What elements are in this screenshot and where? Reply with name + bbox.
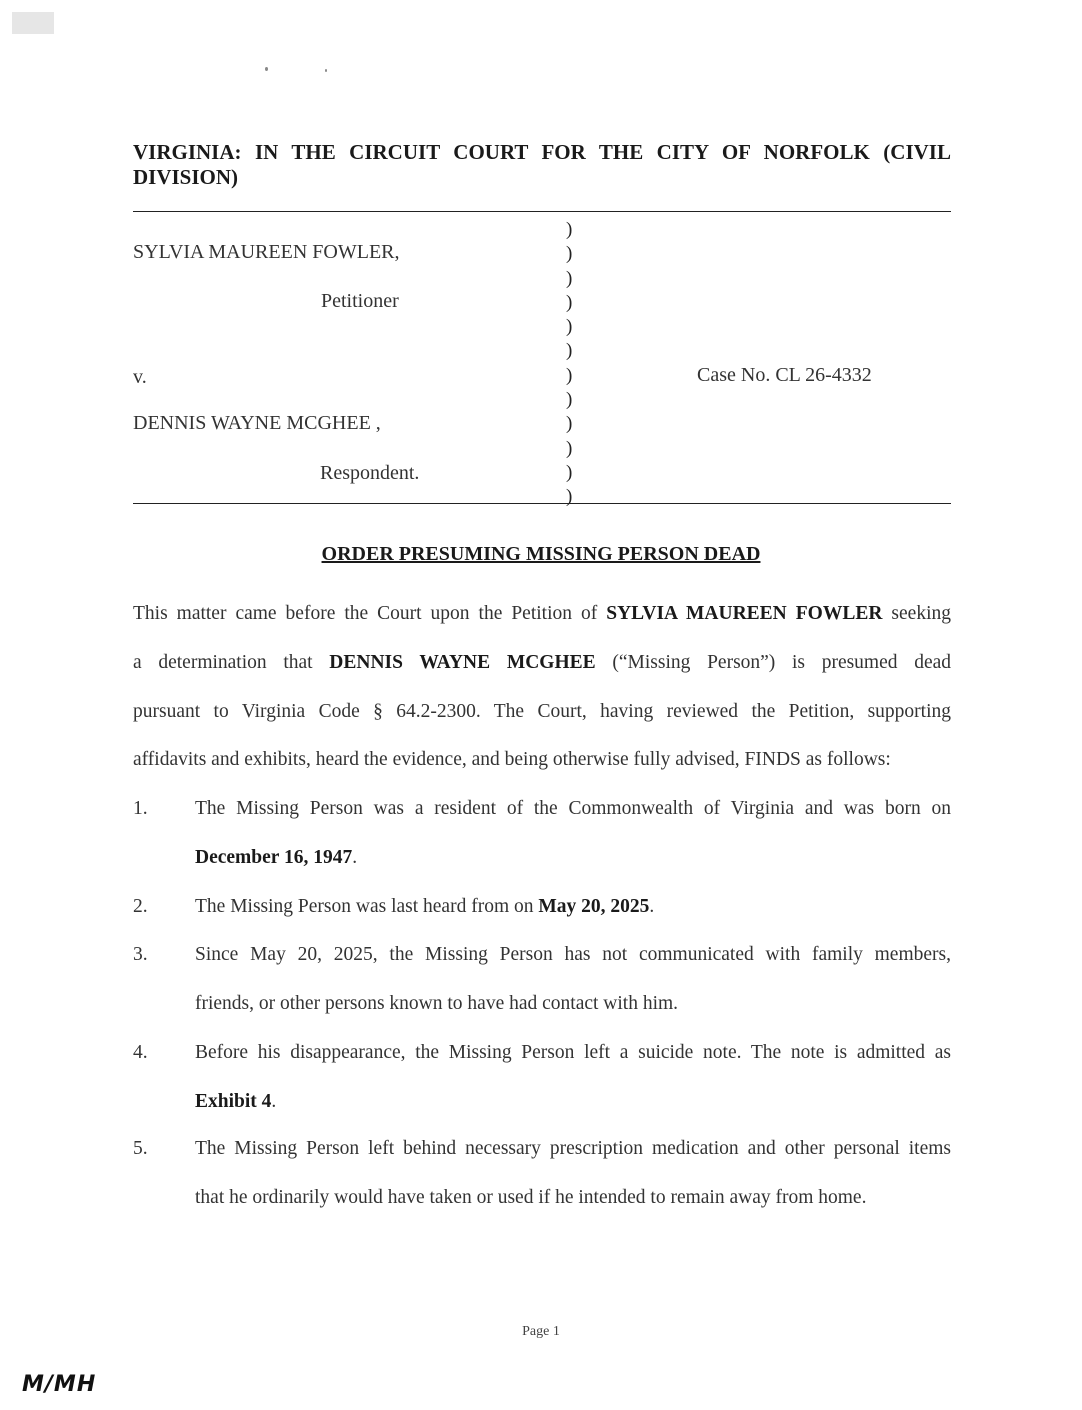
caption-parentheses: ) ) ) ) ) ) ) ) ) ) ) ) [566,219,573,508]
petitioner-name: SYLVIA MAUREEN FOWLER, [133,241,400,263]
intro-line-2: a determination that DENNIS WAYNE MCGHEE (“Missing Person”) is presumed dead [133,652,952,673]
respondent-role: Respondent. [320,462,420,484]
scan-speck [325,69,327,72]
finding-number: 3. [133,944,148,965]
handwritten-initials: M/MH [22,1372,97,1397]
intro-line-4: affidavits and exhibits, heard the evidence, and being otherwise fully advised, FINDS as follows: [133,749,891,770]
scan-speck [265,67,268,71]
versus-label: v. [133,366,147,388]
respondent-name: DENNIS WAYNE MCGHEE , [133,412,381,434]
finding-number: 4. [133,1042,148,1063]
finding-5-line-1: The Missing Person left behind necessary prescription medication and other personal items [195,1138,951,1159]
finding-4-line-1: Before his disappearance, the Missing Person left a suicide note. The note is admitted as [195,1042,951,1063]
case-number: Case No. CL 26-4332 [697,364,872,386]
finding-number: 5. [133,1138,148,1159]
caption-top-rule [133,211,951,212]
caption-bottom-rule [133,503,951,504]
petitioner-role: Petitioner [321,290,399,312]
scan-artifact [12,12,54,34]
finding-3-line-2: friends, or other persons known to have had contact with him. [195,993,679,1014]
finding-2-line-1: The Missing Person was last heard from on May 20, 2025. [195,896,655,917]
page-number: Page 1 [522,1324,560,1339]
intro-line-1: This matter came before the Court upon the Petition of SYLVIA MAUREEN FOWLER seeking [133,603,951,624]
finding-1-line-1: The Missing Person was a resident of the Commonwealth of Virginia and was born on [195,798,951,819]
order-title: ORDER PRESUMING MISSING PERSON DEAD [321,543,761,565]
finding-3-line-1: Since May 20, 2025, the Missing Person has not communicated with family members, [195,944,951,965]
finding-1-line-2: December 16, 1947. [195,847,358,868]
finding-number: 1. [133,798,148,819]
court-heading-line-2: DIVISION) [133,165,239,189]
finding-4-line-2: Exhibit 4. [195,1091,277,1112]
intro-line-3: pursuant to Virginia Code § 64.2-2300. The Court, having reviewed the Petition, supporting [133,701,951,722]
finding-number: 2. [133,896,148,917]
finding-5-line-2: that he ordinarily would have taken or used if he intended to remain away from home. [195,1187,867,1208]
court-heading-line-1: VIRGINIA: IN THE CIRCUIT COURT FOR THE CITY OF NORFOLK (CIVIL [133,140,951,164]
